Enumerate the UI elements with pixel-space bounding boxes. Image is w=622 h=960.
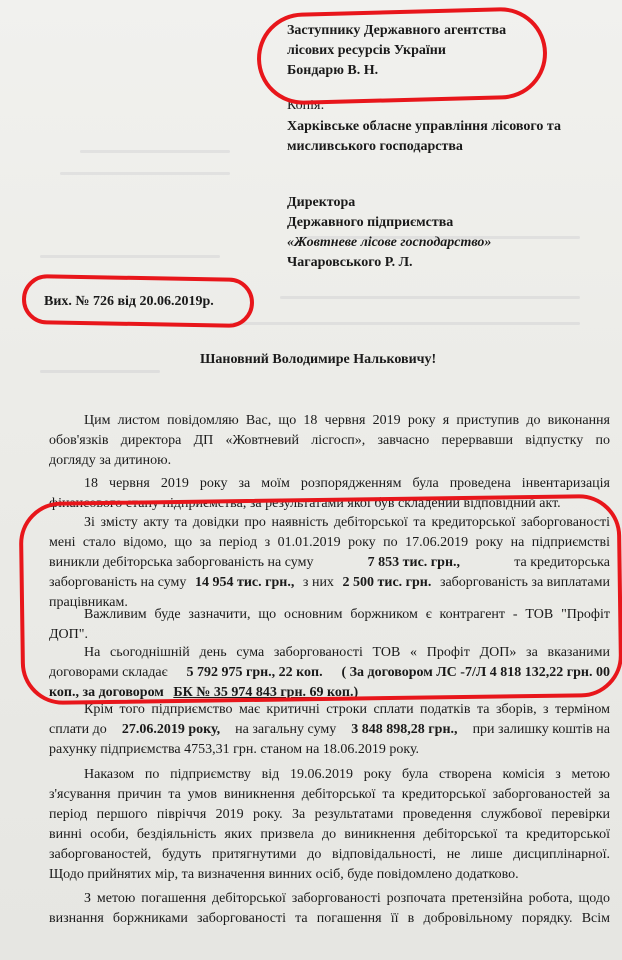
contract-bk-amount: БК № 35 974 843 грн. 69 коп.) <box>173 685 359 700</box>
tax-total-amount: 3 848 898,28 грн., <box>351 722 458 737</box>
paragraph-3-line-4 <box>49 574 610 592</box>
paragraph-1-line-1: Цим листом повідомляю Вас, що 18 червня 2019 року я приступив до виконання <box>84 413 610 428</box>
salary-debt-amount: 2 500 тис. грн. <box>342 575 432 590</box>
paragraph-3-line-1: Зі змісту акту та довідки про наявність дебіторської та кредиторської заборгованості <box>84 515 610 530</box>
paragraph-8-line-1: З метою погашення дебіторської заборгованості розпочата претензійна робота, щодо <box>84 891 610 906</box>
paragraph-6-line-2a: сплати до <box>49 722 107 737</box>
outgoing-reference: Вих. № 726 від 20.06.2019р. <box>44 294 214 309</box>
paragraph-3-line-3a: виникли дебіторська заборгованість на суму <box>49 555 314 570</box>
paragraph-3-line-4c: з них <box>302 575 334 590</box>
paragraph-6-line-1: Крім того підприємство має критичні строки сплати податків та зборів, з терміном <box>84 702 610 717</box>
paragraph-3-line-3 <box>49 554 610 572</box>
director-line-2: Державного підприємства <box>287 215 454 230</box>
paragraph-5-line-3a: коп., за договором <box>49 685 164 700</box>
paragraph-3-line-2: мені стало відомо, що за період з 01.01.2019 року по 17.06.2019 року на підприємстві <box>49 535 610 550</box>
paragraph-3-line-4a: заборгованість на суму <box>49 575 187 590</box>
paragraph-2-line-1: 18 червня 2019 року за моїм розпорядженням була проведена інвентаризація <box>84 476 610 491</box>
paragraph-6-line-2c: на загальну суму <box>235 722 337 737</box>
tax-due-date: 27.06.2019 року, <box>121 722 221 737</box>
copy-label: Копія: <box>287 98 325 113</box>
paragraph-4-line-1: Важливим буде зазначити, що основним боржником є контрагент - ТОВ "Профіт <box>84 607 610 622</box>
paragraph-5-line-2 <box>49 664 610 682</box>
paragraph-5-line-2a: договорами складає <box>49 665 168 680</box>
paragraph-3-line-3c: та кредиторська <box>514 555 610 570</box>
director-line-1: Директора <box>287 195 356 210</box>
contract-ls-amount: ( За договором ЛС -7/Л 4 818 132,22 грн. 00 <box>341 665 610 680</box>
top-debt-amount: 5 792 975 грн., 22 коп. <box>186 665 323 680</box>
paragraph-1-line-3: догляду за дитиною. <box>49 453 172 468</box>
paragraph-1-line-2: обов'язків директора ДП «Жовтневий лісгосп», завчасно перервавши відпустку по <box>49 433 610 448</box>
paragraph-7-line-3: період першого півріччя 2019 року. За результатами проведення службової перевірки <box>49 807 610 822</box>
paragraph-7-line-1: Наказом по підприємству від 19.06.2019 року була створена комісія з метою <box>84 767 610 782</box>
paragraph-7-line-6: Щодо прийнятих мір, та визначення винних осіб, буде повідомлено додатково. <box>49 867 519 882</box>
salutation: Шановний Володимире Нальковичу! <box>200 352 437 367</box>
paragraph-8-line-2: визнання боржниками заборгованості та погашення її в добровільному порядку. Всім <box>49 911 610 926</box>
paragraph-5-line-1: На сьогоднішній день сума заборгованості ТОВ « Профіт ДОП» за вказаними <box>84 645 610 660</box>
director-line-4: Чагаровського Р. Л. <box>287 255 413 270</box>
debt-payable-amount: 14 954 тис. грн., <box>194 575 295 590</box>
paragraph-7-line-4: винні особи, бездіяльність яких призвела до виникнення дебіторської та кредиторської <box>49 827 610 842</box>
paragraph-6-line-2e: при залишку коштів на <box>472 722 610 737</box>
paragraph-7-line-2: з'ясування причин та умов виникнення дебіторської та кредиторської заборгованостей за <box>49 787 610 802</box>
copy-line-1: Харківське обласне управління лісового та <box>287 119 561 134</box>
paragraph-5-line-3 <box>49 684 358 702</box>
paragraph-6-line-2 <box>49 721 610 739</box>
paragraph-3-line-4e: заборгованість за виплатами <box>439 575 610 590</box>
paragraph-6-line-3: рахунку підприємства 4753,31 грн. станом на 18.06.2019 року. <box>49 742 420 757</box>
paragraph-4-line-2: ДОП". <box>49 627 88 642</box>
director-line-3: «Жовтневе лісове господарство» <box>287 235 492 250</box>
paragraph-7-line-5: заборгованостей, будуть притягнутими до відповідальності, не лише дисциплінарної. <box>49 847 610 862</box>
addressee-line-1: Заступнику Державного агентства <box>287 23 507 38</box>
debt-receivable-amount: 7 853 тис. грн., <box>367 555 461 570</box>
paragraph-2-line-2: фінансового стану підприємства, за результатами якої був складений відповідний акт. <box>49 496 561 511</box>
addressee-line-2: лісових ресурсів України <box>287 43 446 58</box>
copy-line-2: мисливського господарства <box>287 139 463 154</box>
paragraph-3-line-5: працівникам. <box>49 595 128 610</box>
addressee-line-3: Бондарю В. Н. <box>287 63 379 78</box>
